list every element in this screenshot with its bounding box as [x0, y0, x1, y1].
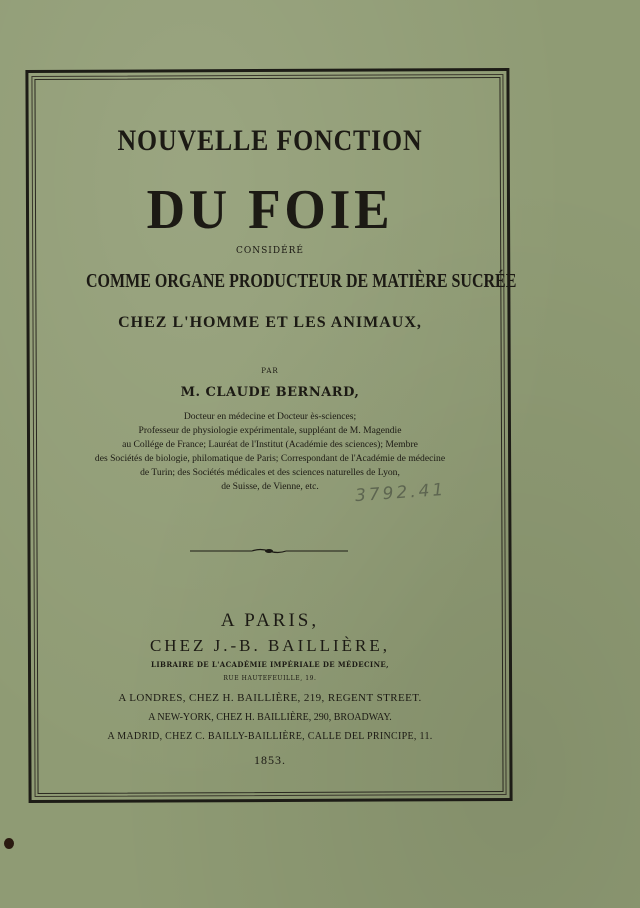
imprint-bookseller: LIBRAIRE DE L'ACADÉMIE IMPÉRIALE DE MÉDECINE,	[151, 660, 389, 669]
ornament-rule-icon	[190, 547, 348, 555]
imprint-london: A LONDRES, CHEZ H. BAILLIÈRE, 219, REGENT STREET.	[118, 692, 422, 704]
imprint-publisher: CHEZ J.-B. BAILLIÈRE,	[149, 636, 391, 655]
credential-line: Professeur de physiologie expérimentale, suppléant de M. Magendie	[138, 425, 402, 436]
title-line-2: DU FOIE	[146, 179, 394, 241]
credential-line: de Suisse, de Vienne, etc.	[221, 481, 319, 492]
credential-line: de Turin; des Sociétés médicales et des sciences naturelles de Lyon,	[140, 467, 400, 478]
credential-line: au Collége de France; Lauréat de l'Institut (Académie des sciences); Membre	[122, 439, 418, 450]
imprint-address: RUE HAUTEFEUILLE, 19.	[223, 675, 317, 682]
ink-stain	[4, 838, 14, 849]
pencil-annotation: 3792.41	[354, 479, 447, 507]
imprint-newyork: A NEW-YORK, CHEZ H. BAILLIÈRE, 290, BROADWAY.	[148, 712, 392, 723]
title-line-4: CHEZ L'HOMME ET LES ANIMAUX,	[118, 314, 422, 331]
title-page-content	[40, 80, 517, 790]
title-considered: CONSIDÉRÉ	[236, 246, 304, 256]
credential-line: Docteur en médecine et Docteur ès-sciences;	[183, 411, 357, 422]
imprint-year: 1853.	[254, 753, 286, 767]
title-line-3: COMME ORGANE PRODUCTEUR DE MATIÈRE SUCRÉE	[86, 270, 517, 292]
author-name: M. CLAUDE BERNARD,	[180, 385, 360, 400]
author-by: PAR	[261, 367, 279, 375]
title-line-1: NOUVELLE FONCTION	[117, 124, 423, 157]
credential-line: des Sociétés de biologie, philomatique de Paris; Correspondant de l'Académie de médecine	[94, 453, 446, 464]
imprint-city: A PARIS,	[220, 610, 320, 631]
imprint-madrid: A MADRID, CHEZ C. BAILLY-BAILLIÈRE, CALLE DEL PRINCIPE, 11.	[107, 731, 433, 742]
